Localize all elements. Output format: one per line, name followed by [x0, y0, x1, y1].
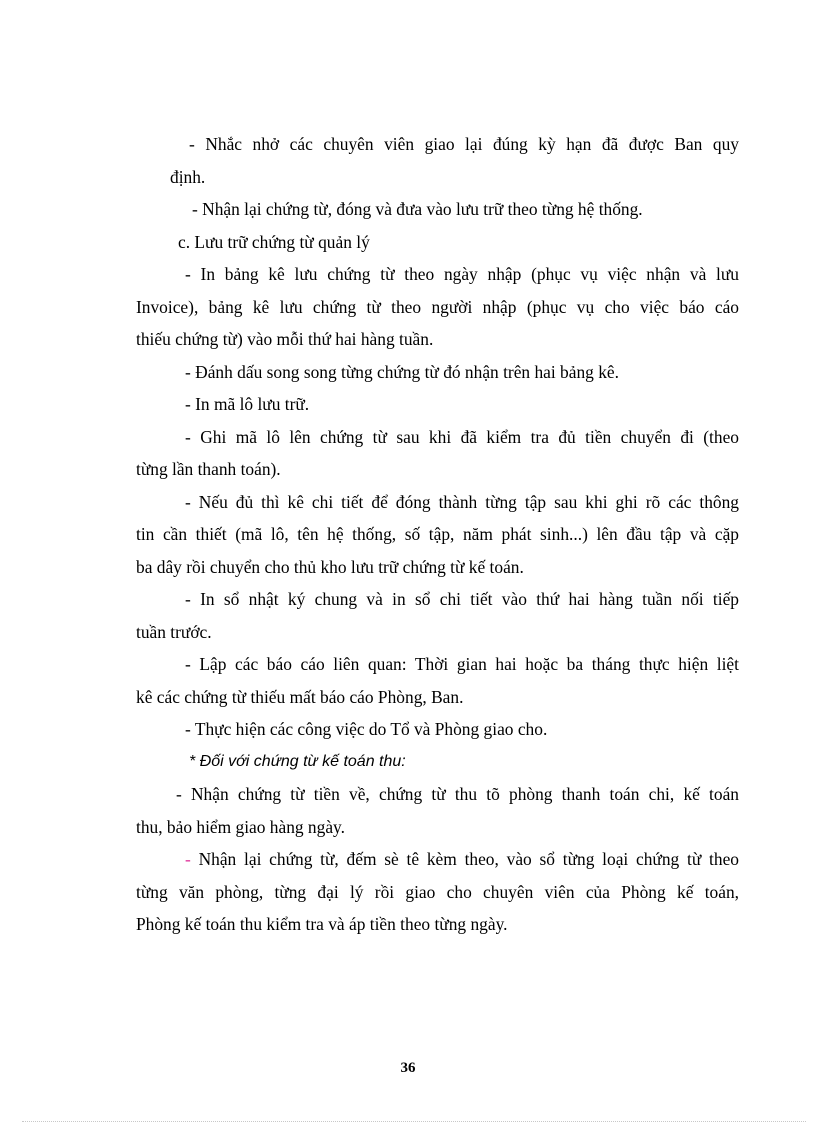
paragraph-line: Phòng kế toán thu kiểm tra và áp tiền theo từng ngày.	[136, 914, 508, 934]
paragraph-line-text: Nhận lại chứng từ, đếm sè tê kèm theo, vào sổ từng loại chứng từ theo	[198, 849, 739, 869]
paragraph-line: tuần trước.	[136, 621, 212, 642]
section-heading: c. Lưu trữ chứng từ quản lý	[178, 231, 370, 252]
paragraph-line: - Thực hiện các công việc do Tổ và Phòng giao cho.	[185, 719, 548, 739]
paragraph-line: từng văn phòng, từng đại lý rồi giao cho chuyên viên của Phòng kế toán,	[136, 881, 739, 902]
pink-dash-marker: -	[185, 849, 191, 869]
paragraph-line: - Nếu đủ thì kê chi tiết để đóng thành từng tập sau khi ghi rõ các thông	[185, 491, 739, 512]
paragraph-line: - In sổ nhật ký chung và in sổ chi tiết vào thứ hai hàng tuần nối tiếp	[185, 589, 739, 609]
paragraph-line: thiếu chứng từ) vào mỗi thứ hai hàng tuần.	[136, 329, 434, 349]
paragraph-line	[136, 843, 739, 876]
paragraph-line: thu, bảo hiểm giao hàng ngày.	[136, 816, 345, 837]
document-body	[136, 128, 739, 941]
paragraph-line: định.	[170, 166, 206, 187]
paragraph-line: từng lần thanh toán).	[136, 459, 281, 479]
paragraph-line: - Ghi mã lô lên chứng từ sau khi đã kiểm tra đủ tiền chuyển đi (theo	[185, 426, 739, 447]
paragraph-line: - Nhắc nhở các chuyên viên giao lại đúng kỳ hạn đã được Ban quy	[189, 134, 739, 154]
page-number: 36	[400, 1060, 416, 1076]
paragraph-line: ba dây rồi chuyển cho thủ kho lưu trữ chứng từ kế toán.	[136, 556, 524, 577]
paragraph-line: Invoice), bảng kê lưu chứng từ theo người nhập (phục vụ cho việc báo cáo	[136, 296, 739, 317]
paragraph-line: - In mã lô lưu trữ.	[185, 394, 310, 414]
paragraph-line: - Nhận chứng từ tiền về, chứng từ thu tõ phòng thanh toán chi, kế toán	[176, 784, 739, 804]
paragraph-line: - In bảng kê lưu chứng từ theo ngày nhập (phục vụ việc nhận và lưu	[185, 264, 739, 284]
italic-subheading: * Đối với chứng từ kế toán thu:	[189, 752, 406, 770]
page-bottom-divider	[22, 1121, 806, 1122]
paragraph-line: tin cần thiết (mã lô, tên hệ thống, số tập, năm phát sinh...) lên đầu tập và cặp	[136, 524, 739, 544]
paragraph-line: - Nhận lại chứng từ, đóng và đưa vào lưu trữ theo từng hệ thống.	[192, 199, 643, 219]
paragraph-line: - Lập các báo cáo liên quan: Thời gian hai hoặc ba tháng thực hiện liệt	[185, 654, 739, 674]
paragraph-line: kê các chứng từ thiếu mất báo cáo Phòng, Ban.	[136, 686, 464, 707]
paragraph-line: - Đánh dấu song song từng chứng từ đó nhận trên hai bảng kê.	[185, 361, 619, 382]
